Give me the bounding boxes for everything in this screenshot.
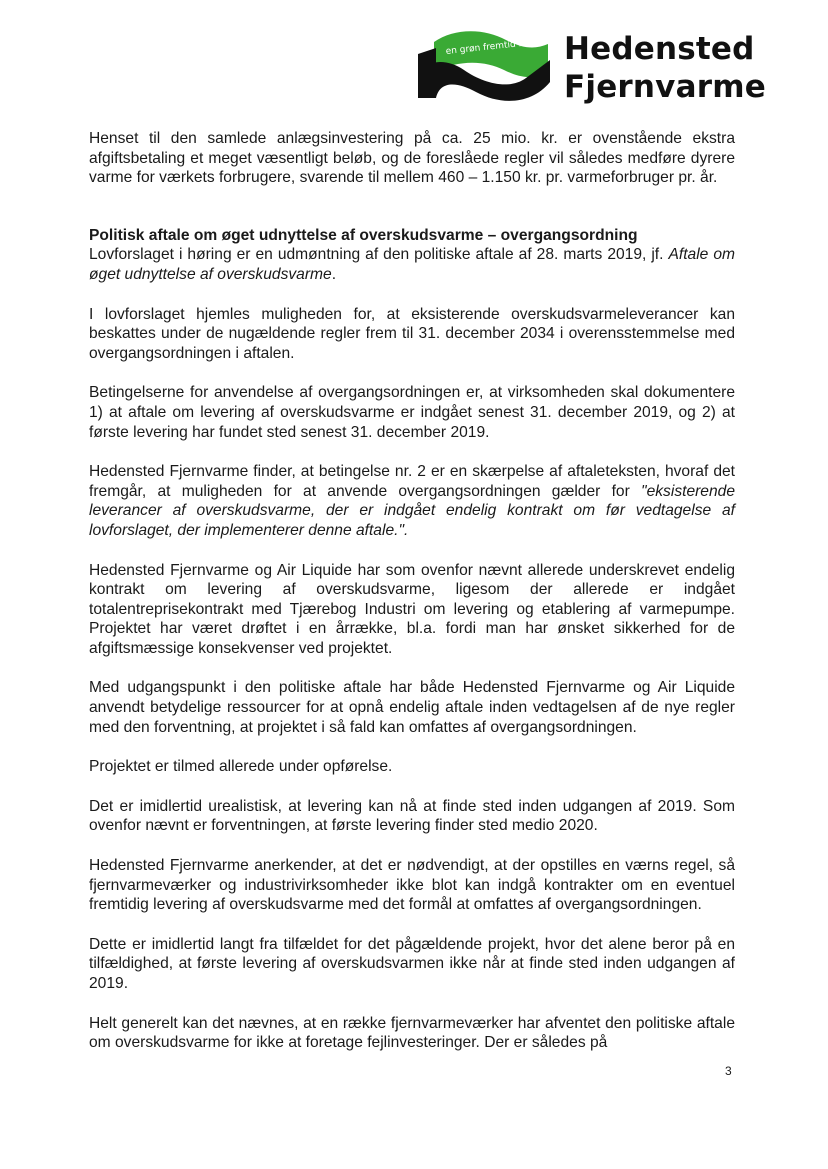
paragraph-11: Dette er imidlertid langt fra tilfældet for det pågældende projekt, hvor det alene beror på en tilfældighed, at første levering af overskudsvarmen ikke når at finde sted inden udgangen af 2019. <box>89 935 735 992</box>
paragraph-4: Betingelserne for anvendelse af overgangsordningen er, at virksomheden skal dokumentere 1) at aftale om levering af overskudsvarme er indgået senest 31. december 2019, og 2) at første levering har fundet sted senest 31. december 2019. <box>89 384 735 441</box>
paragraph-7: Med udgangspunkt i den politiske aftale har både Hedensted Fjernvarme og Air Liquide anvendt betydelige ressourcer for at opnå endelig aftale inden vedtagelsen af de nye regler med den forventning, at projektet i så fald kan omfattes af overgangsordningen. <box>89 679 735 736</box>
logo-mark <box>414 20 585 112</box>
paragraph-10: Hedensted Fjernvarme anerkender, at det er nødvendigt, at der opstilles en værns regel, så fjernvarmeværker og industrivirksomheder ikke blot kan indgå kontrakter om en eventuel fremtidig levering af overskudsvarme med det formål at omfattes af overgangsordningen. <box>89 857 735 914</box>
paragraph-2-text: Lovforslaget i høring er en udmøntning af den politiske aftale af 28. marts 2019, jf. <box>89 246 669 264</box>
paragraph-2 <box>89 245 735 284</box>
company-logo <box>414 20 764 116</box>
document-body <box>89 129 735 1073</box>
section-heading: Politisk aftale om øget udnyttelse af overskudsvarme – overgangsordning <box>89 226 638 244</box>
paragraph-3: I lovforslaget hjemles muligheden for, at eksisterende overskudsvarmeleverancer kan beskattes under de nugældende regler frem til 31. december 2034 i overensstemmelse med overgangsordningen i aftalen. <box>89 305 735 362</box>
paragraph-6: Hedensted Fjernvarme og Air Liquide har som ovenfor nævnt allerede underskrevet endelig kontrakt om levering af overskudsvarme, ligesom der allerede er indgået totalentreprisekontrakt med Tjærebog Industri om levering og etablering af varmepumpe. Projektet har været drøftet i en årrække, bl.a. fordi man har ønsket sikkerhed for de afgiftsmæssige konsekvenser ved projektet. <box>89 561 735 657</box>
paragraph-9: Det er imidlertid urealistisk, at levering kan nå at finde sted inden udgangen af 2019. Som ovenfor nævnt er forventningen, at første levering finder sted medio 2020. <box>89 797 735 835</box>
paragraph-8: Projektet er tilmed allerede under opførelse. <box>89 758 393 776</box>
logo-tagline: en grøn fremtid med ny energi <box>445 32 585 57</box>
paragraph-2-end: . <box>331 265 337 283</box>
logo-wordmark <box>564 30 766 106</box>
paragraph-1: Henset til den samlede anlægsinvestering på ca. 25 mio. kr. er ovenstående ekstra afgiftsbetaling et meget væsentligt beløb, og de foreslåede regler vil således medføre dyrere varme for værkets forbrugere, svarende til mellem 460 – 1.150 kr. pr. varmeforbruger pr. år. <box>89 130 735 187</box>
paragraph-2-italic: Aftale om øget udnyttelse af overskudsvarme <box>89 246 736 283</box>
paragraph-5-text: Hedensted Fjernvarme finder, at betingelse nr. 2 er en skærpelse af aftaleteksten, hvoraf det fremgår, at muligheden for at anvende overgangsordningen gælder for <box>89 463 735 500</box>
logo-name-line1: Hedensted <box>564 31 755 67</box>
paragraph-12: Helt generelt kan det nævnes, at en række fjernvarmeværker har afventet den politiske aftale om overskudsvarme for ikke at foretage fejlinvesteringer. Der er således på <box>89 1014 735 1052</box>
logo-name-line2: Fjernvarme <box>564 69 766 105</box>
page-number: 3 <box>725 1064 732 1078</box>
paragraph-5-italic: "eksisterende leverancer af overskudsvarme, der er indgået endelig kontrakt om før vedtagelse af lovforslaget, der implementerer denne aftale.". <box>89 482 735 539</box>
paragraph-5 <box>89 462 735 540</box>
